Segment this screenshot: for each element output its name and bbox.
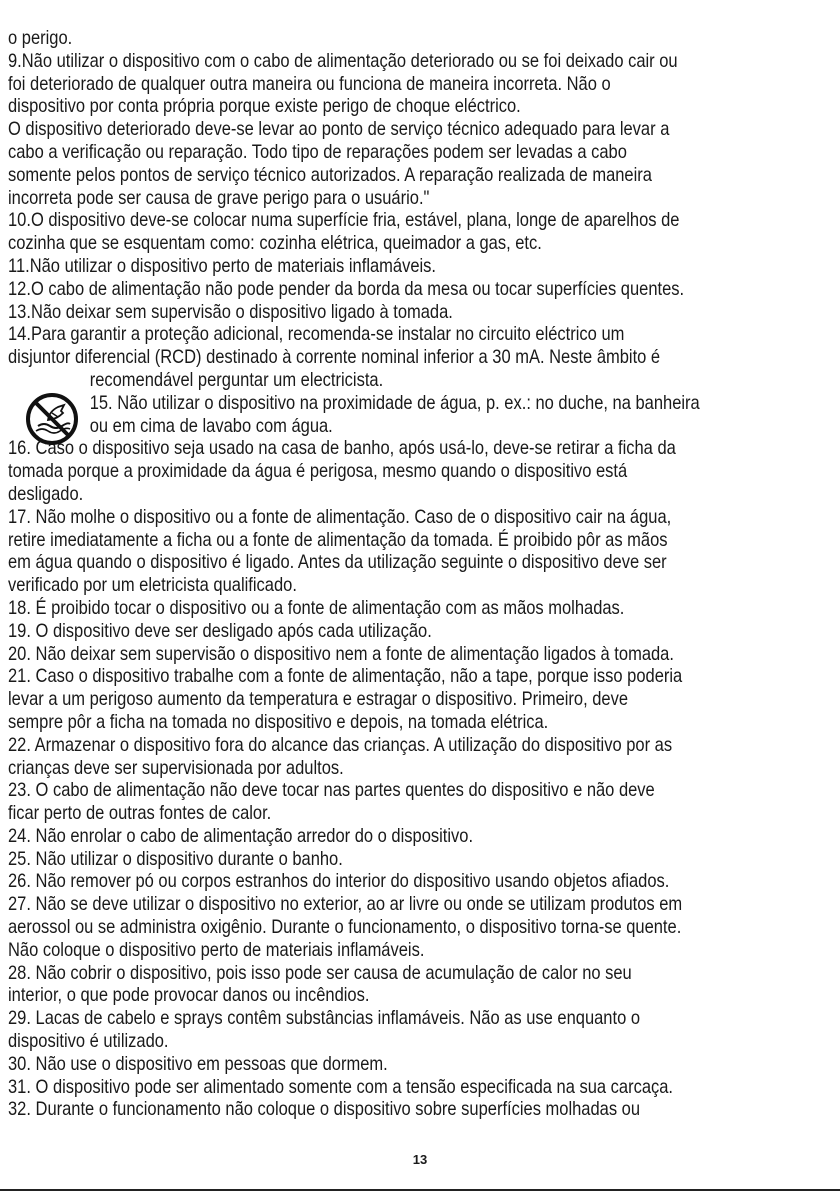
- text-line: 13.Não deixar sem supervisão o dispositivo ligado à tomada.: [8, 301, 453, 323]
- text-line: 30. Não use o dispositivo em pessoas que dormem.: [8, 1053, 388, 1075]
- text-line: 24. Não enrolar o cabo de alimentação arredor do o dispositivo.: [8, 825, 474, 847]
- text-line: incorreta pode ser causa de grave perigo para o usuário.": [8, 187, 430, 209]
- instruction-text-block: [8, 28, 720, 1122]
- text-line: desligado.: [8, 483, 84, 505]
- text-line: tomada porque a proximidade da água é perigosa, mesmo quando o dispositivo está: [8, 461, 628, 483]
- text-line: 26. Não remover pó ou corpos estranhos do interior do dispositivo usando objetos afiados.: [8, 871, 670, 893]
- text-line: dispositivo é utilizado.: [8, 1031, 169, 1053]
- text-line: 11.Não utilizar o dispositivo perto de materiais inflamáveis.: [8, 255, 437, 277]
- text-line: aerossol ou se administra oxigênio. Durante o funcionamento, o dispositivo torna-se quente.: [8, 917, 682, 939]
- text-line: levar a um perigoso aumento da temperatura e estragar o dispositivo. Primeiro, deve: [8, 689, 629, 711]
- text-line: em água quando o dispositivo é ligado. Antes da utilização seguinte o dispositivo deve ser: [8, 552, 667, 574]
- text-line: sempre pôr a ficha na tomada no dispositivo e depois, na tomada elétrica.: [8, 711, 549, 733]
- text-line: 12.O cabo de alimentação não pode pender da borda da mesa ou tocar superfícies quentes.: [8, 278, 685, 300]
- text-line: 25. Não utilizar o dispositivo durante o banho.: [8, 848, 343, 870]
- text-line: 9.Não utilizar o dispositivo com o cabo de alimentação deteriorado ou se foi deixado cair ou: [8, 50, 678, 72]
- text-line: 28. Não cobrir o dispositivo, pois isso pode ser causa de acumulação de calor no seu: [8, 962, 632, 984]
- text-line: 14.Para garantir a proteção adicional, recomenda-se instalar no circuito eléctrico um: [8, 324, 625, 346]
- text-line: disjuntor diferencial (RCD) destinado à corrente nominal inferior a 30 mA. Neste âmbito é: [8, 347, 661, 369]
- text-line: somente pelos pontos de serviço técnico autorizados. A reparação realizada de maneira: [8, 164, 652, 186]
- text-line: 21. Caso o dispositivo trabalhe com a fonte de alimentação, não a tape, porque isso poderia: [8, 666, 683, 688]
- text-line: ficar perto de outras fontes de calor.: [8, 803, 272, 825]
- text-line: 19. O dispositivo deve ser desligado após cada utilização.: [8, 620, 432, 642]
- text-line: 23. O cabo de alimentação não deve tocar nas partes quentes do dispositivo e não deve: [8, 780, 655, 802]
- prohibition-circle-icon: [24, 391, 80, 447]
- text-line: 29. Lacas de cabelo e sprays contêm substâncias inflamáveis. Não as use enquanto o: [8, 1008, 641, 1030]
- text-line: 18. É proibido tocar o dispositivo ou a fonte de alimentação com as mãos molhadas.: [8, 597, 625, 619]
- text-line: 31. O dispositivo pode ser alimentado somente com a tensão especificada na sua carcaça.: [8, 1076, 674, 1098]
- text-line: O dispositivo deteriorado deve-se levar ao ponto de serviço técnico adequado para levar a: [8, 119, 670, 141]
- text-line: 20. Não deixar sem supervisão o dispositivo nem a fonte de alimentação ligados à tomada.: [8, 643, 674, 665]
- text-line: ou em cima de lavabo com água.: [89, 415, 333, 437]
- text-line: verificado por um eletricista qualificado.: [8, 575, 297, 597]
- text-line: 32. Durante o funcionamento não coloque o dispositivo sobre superfícies molhadas ou: [8, 1099, 641, 1121]
- text-line: 16. Caso o dispositivo seja usado na casa de banho, após usá-lo, deve-se retirar a ficha da: [8, 438, 676, 460]
- text-line: foi deteriorado de qualquer outra maneira ou funciona de maneira incorreta. Não o: [8, 73, 611, 95]
- text-line: recomendável perguntar um electricista.: [89, 369, 384, 391]
- text-line: retire imediatamente a ficha ou a fonte de alimentação da tomada. É proibido pôr as mãos: [8, 529, 668, 551]
- no-water-prohibition-icon: [24, 391, 80, 447]
- text-line: Não coloque o dispositivo perto de materiais inflamáveis.: [8, 939, 425, 961]
- text-line: dispositivo por conta própria porque existe perigo de choque eléctrico.: [8, 96, 521, 118]
- text-line: 27. Não se deve utilizar o dispositivo no exterior, ao ar livre ou onde se utilizam produtos em: [8, 894, 683, 916]
- text-line: 10.O dispositivo deve-se colocar numa superfície fria, estável, plana, longe de aparelhos de: [8, 210, 680, 232]
- text-line: o perigo.: [8, 28, 73, 49]
- text-line: 22. Armazenar o dispositivo fora do alcance das crianças. A utilização do dispositivo por as: [8, 734, 673, 756]
- text-line: cozinha que se esquentam como: cozinha elétrica, queimador a gas, etc.: [8, 233, 542, 255]
- text-line: crianças deve ser supervisionada por adultos.: [8, 757, 344, 779]
- text-line: 15. Não utilizar o dispositivo na proximidade de água, p. ex.: no duche, na banheira: [89, 392, 700, 414]
- text-line: 17. Não molhe o dispositivo ou a fonte de alimentação. Caso de o dispositivo cair na água,: [8, 506, 672, 528]
- bottom-rule: [0, 1189, 840, 1191]
- text-line: cabo a verificação ou reparação. Todo tipo de reparações podem ser levadas a cabo: [8, 141, 627, 163]
- text-line: interior, o que pode provocar danos ou incêndios.: [8, 985, 370, 1007]
- page-number: 13: [412, 1152, 428, 1167]
